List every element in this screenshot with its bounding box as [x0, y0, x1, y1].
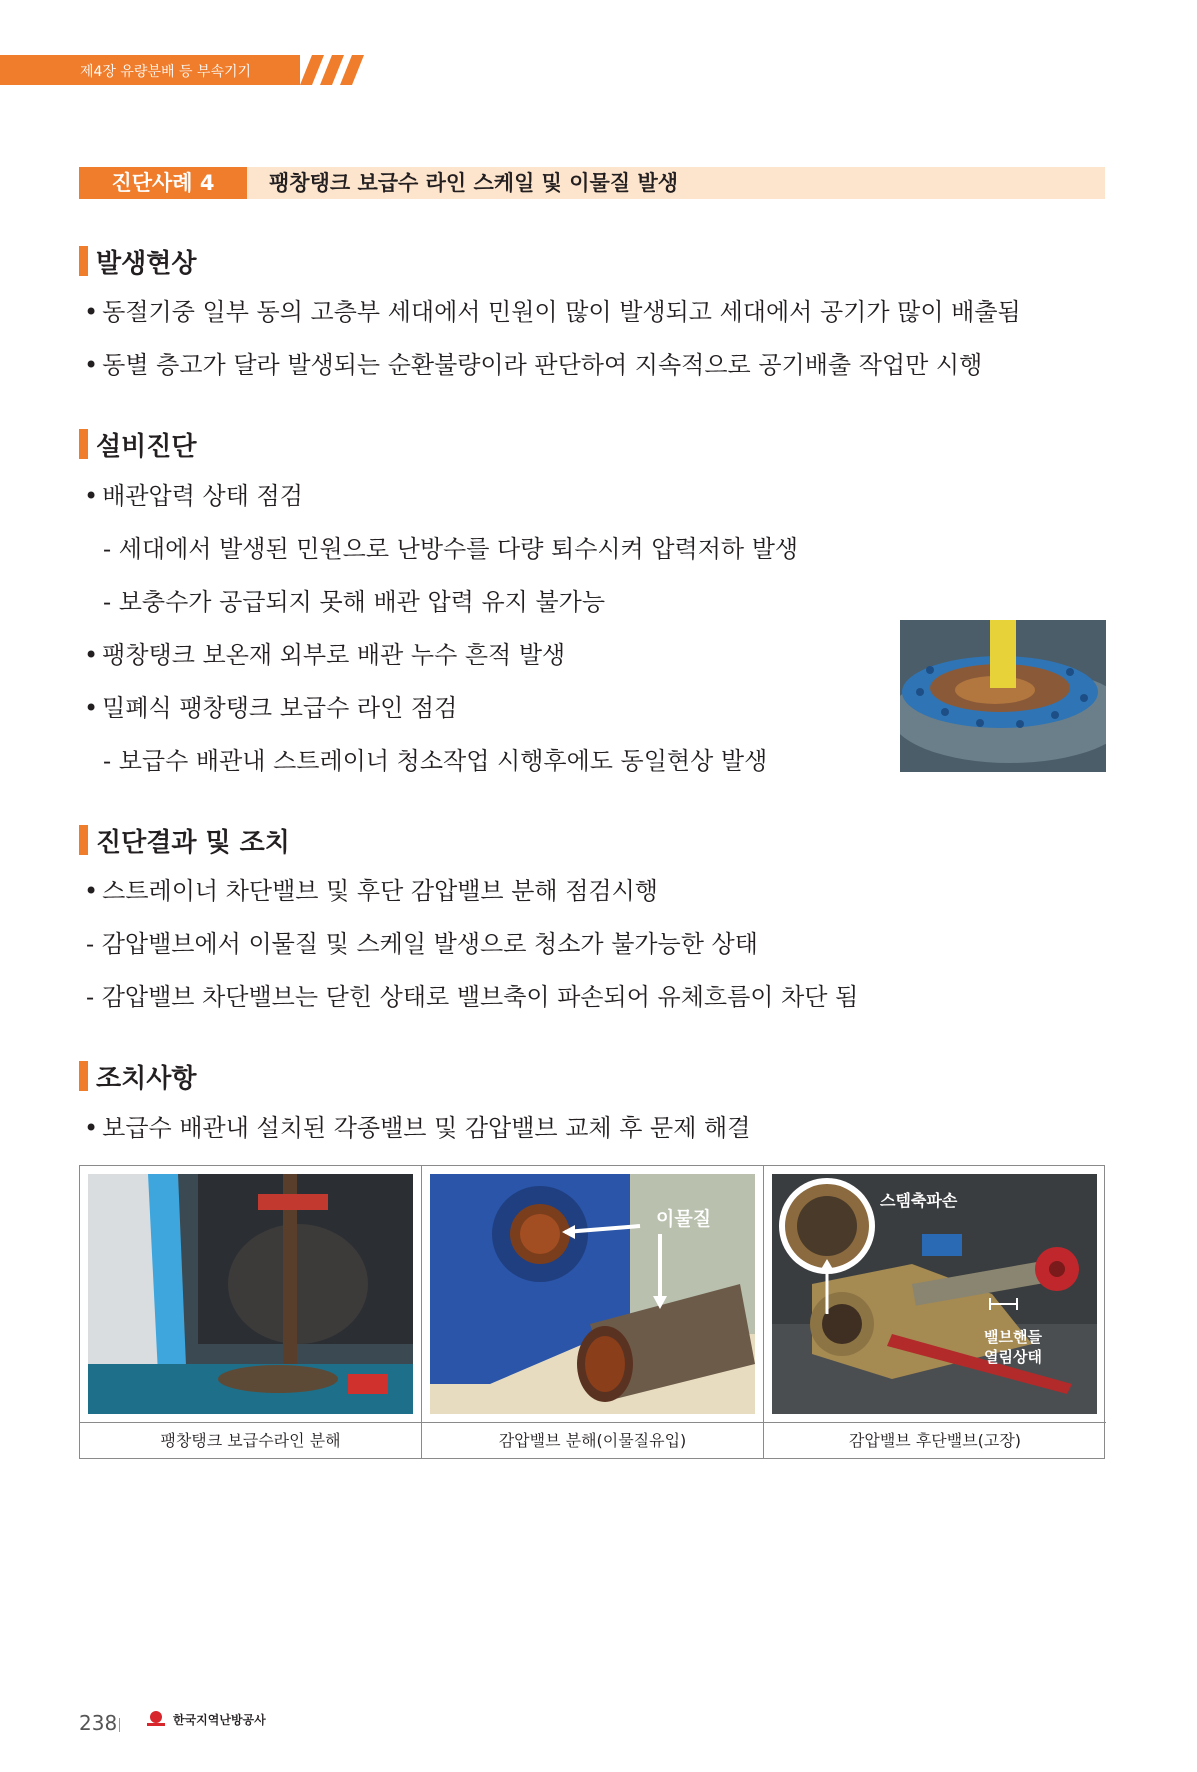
photo-table — [79, 1165, 1105, 1459]
foreign-matter-label: 이물질 — [656, 1208, 712, 1230]
result-line-1: • 스트레이너 차단밸브 및 후단 감압밸브 분해 점검시행 — [84, 871, 658, 906]
downstream-valve-photo — [772, 1174, 1097, 1414]
diagnosis-line-6: - 보급수 배관내 스트레이너 청소작업 시행후에도 동일현상 발생 — [103, 747, 768, 775]
header-stripes-decoration — [290, 55, 380, 85]
case-label: 진단사례 4 — [79, 167, 247, 199]
chapter-band — [0, 55, 300, 85]
photo-cell-3 — [764, 1166, 1106, 1458]
stem-damage-label: 스템축파손 — [880, 1191, 958, 1210]
photo-cell-2 — [422, 1166, 764, 1458]
diagnosis-line-5: • 밀폐식 팽창탱크 보급수 라인 점검 — [84, 688, 457, 723]
page-separator — [119, 1718, 120, 1732]
result-line-2: - 감압밸브에서 이물질 및 스케일 발생으로 청소가 불가능한 상태 — [86, 930, 758, 958]
diagnosis-line-3: - 보충수가 공급되지 못해 배관 압력 유지 불가능 — [103, 588, 606, 616]
heading-mark — [79, 429, 88, 459]
heading-mark — [79, 1061, 88, 1091]
occurrence-line-2: • 동별 층고가 달라 발생되는 순환불량이라 판단하여 지속적으로 공기배출 작업만 시행 — [84, 345, 982, 380]
section-heading-result: 진단결과 및 조치 — [79, 823, 290, 857]
diagnosis-line-4: • 팽창탱크 보온재 외부로 배관 누수 흔적 발생 — [84, 635, 565, 670]
chapter-title: 제4장 유량분배 등 부속기기 — [80, 64, 252, 80]
expansion-tank-photo — [900, 620, 1106, 772]
section-heading-occurrence: 발생현상 — [79, 244, 196, 278]
org-name: 한국지역난방공사 — [173, 1712, 266, 1727]
pressure-valve-disassembly-photo — [430, 1174, 755, 1414]
diagnosis-line-2: - 세대에서 발생된 민원으로 난방수를 다량 퇴수시켜 압력저하 발생 — [103, 535, 799, 563]
heading-mark — [79, 246, 88, 276]
tank-line-disassembly-photo — [88, 1174, 413, 1414]
result-line-3: - 감압밸브 차단밸브는 닫힌 상태로 밸브축이 파손되어 유체흐름이 차단 됨 — [86, 983, 859, 1011]
photo-caption-2: 감압밸브 분해(이물질유입) — [422, 1422, 763, 1458]
photo-caption-1: 팽창탱크 보급수라인 분해 — [80, 1422, 421, 1458]
occurrence-line-1: • 동절기중 일부 동의 고층부 세대에서 민원이 많이 발생되고 세대에서 공기가 많이 배출됨 — [84, 292, 1021, 327]
action-line-1: • 보급수 배관내 설치된 각종밸브 및 감압밸브 교체 후 문제 해결 — [84, 1108, 750, 1143]
section-heading-action: 조치사항 — [79, 1059, 196, 1093]
org-logo-icon — [145, 1709, 167, 1729]
diagnosis-line-1: • 배관압력 상태 점검 — [84, 476, 303, 511]
org-logo — [145, 1709, 266, 1729]
case-title: 팽창탱크 보급수 라인 스케일 및 이물질 발생 — [269, 171, 679, 195]
handle-open-label-2: 열림상태 — [984, 1348, 1042, 1366]
page-number: 238 — [79, 1711, 118, 1735]
section-heading-diagnosis: 설비진단 — [79, 427, 196, 461]
handle-open-label-1: 밸브핸들 — [984, 1328, 1042, 1346]
photo-caption-3: 감압밸브 후단밸브(고장) — [764, 1422, 1106, 1458]
heading-mark — [79, 825, 88, 855]
photo-cell-1 — [80, 1166, 422, 1458]
